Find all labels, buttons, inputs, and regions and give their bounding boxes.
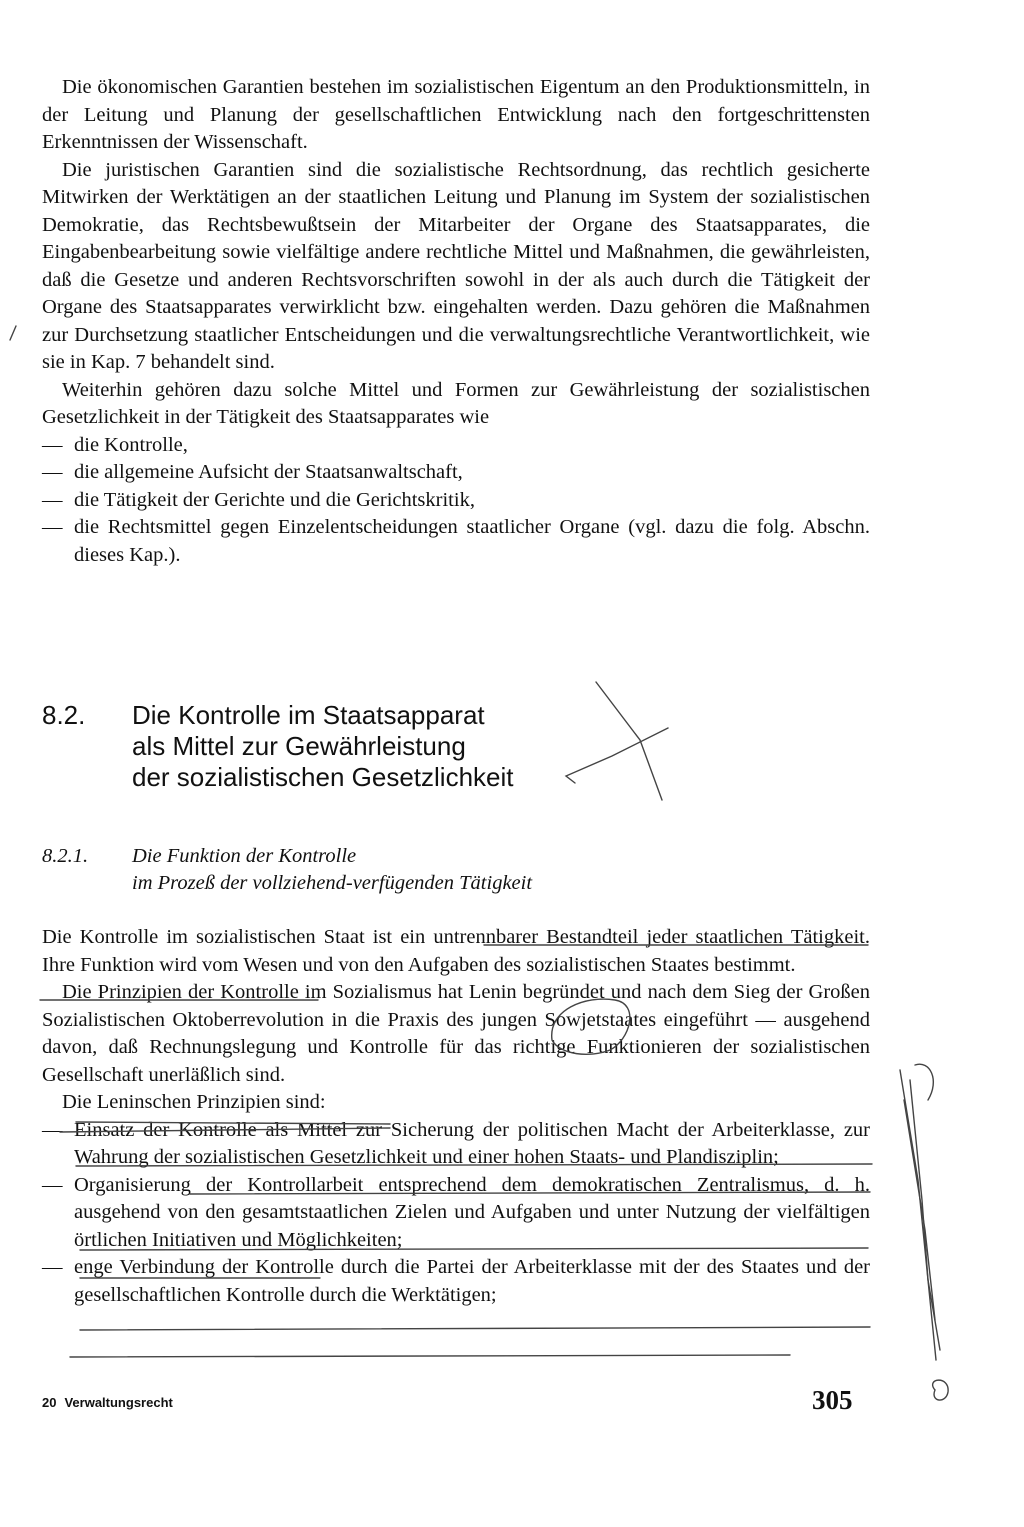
pencil-cross-mark (596, 682, 662, 800)
pencil-margin-scribble (915, 1064, 933, 1100)
list-dash: — (42, 1256, 63, 1278)
section-title-line: der sozialistischen Gesetzlichkeit (132, 762, 514, 792)
list-item (42, 1254, 870, 1309)
pencil-margin-scribble (910, 1080, 940, 1350)
subsection-title (132, 843, 732, 897)
list-item (42, 1172, 870, 1255)
list-item-text: die Kontrolle, (74, 433, 188, 456)
paragraph-principles-intro: Die Leninschen Prinzipien sind: (62, 1091, 326, 1113)
paragraph-legal-guarantees: Die juristischen Garantien sind die sozialistische Rechtsordnung, das rechtlich gesicherte Mitwirken der Werktätigen an der staatlichen Leitung und Planung im System der sozialistischen Demokratie, das Rechtsbewußtsein der Mitarbeiter der Organe des Staatsapparates, die Eingabenbearbeitung sowie vielfältige andere rechtliche Mittel und Maßnahmen, die gewährleisten, daß die Gesetze und anderen Rechtsvorschriften sowohl in der als auch durch die Tätigkeit der Organe des Staatsapparates verwirklicht bzw. eingehalten werden. Dazu gehören die Maßnahmen zur Durchsetzung staatlicher Entscheidungen und die verwaltungsrechtliche Verantwortlichkeit, wie sie in Kap. 7 behandelt sind. (42, 158, 870, 373)
means-list (42, 432, 870, 570)
list-dash: — (42, 488, 63, 511)
paragraph-lenin-principles: Die Prinzipien der Kontrolle im Sozialismus hat Lenin begründet und nach dem Sieg der Großen Sozialistischen Oktoberrevolution in die Praxis des jungen Sowjetstaates eingeführt — ausgehend davon, daß Rechnungslegung und Kontrolle für das richtige Funktionieren der sozialistischen Gesellschaft unerläßlich sind. (42, 981, 870, 1086)
list-item-text: die Tätigkeit der Gerichte und die Gerichtskritik, (74, 488, 475, 511)
list-item-text: enge Verbindung der Kontrolle durch die Partei der Arbeiterklasse mit der des Staates und der gesellschaftlichen Kontrolle durch die Werktätigen; (74, 1256, 870, 1306)
subsection-title-line: im Prozeß der vollziehend-verfügenden Tätigkeit (132, 872, 533, 894)
list-item-text: Organisierung der Kontrollarbeit entsprechend dem demokratischen Zentralismus, d. h. ausgehend von den gesamtstaatlichen Zielen und Aufgaben und unter Nutzung der vielfältigen örtlichen Initiativen und Möglichkeiten; (74, 1173, 870, 1251)
list-item-text: die allgemeine Aufsicht der Staatsanwaltschaft, (74, 461, 463, 483)
pencil-margin-scribble (933, 1380, 948, 1400)
pencil-underline (80, 1327, 870, 1330)
paragraph-control-definition: Die Kontrolle im sozialistischen Staat ist ein untrennbarer Bestandteil jeder staatlichen Tätigkeit. Ihre Funktion wird vom Wesen und von den Aufgaben des sozialistischen Staates bestimmt. (42, 926, 870, 976)
list-item-text: die Rechtsmittel gegen Einzelentscheidungen staatlicher Organe (vgl. dazu die folg. Abschn. dieses Kap.). (74, 516, 870, 566)
list-dash: — (42, 1118, 63, 1141)
list-item (42, 459, 870, 487)
section-1-body (42, 74, 870, 569)
list-dash: — (42, 433, 63, 456)
subsection-number: 8.2.1. (42, 845, 89, 867)
page-number: 305 (812, 1385, 853, 1415)
running-title: Verwaltungsrecht (64, 1395, 173, 1410)
list-dash: — (42, 516, 63, 538)
list-item (42, 1117, 870, 1172)
paragraph-further-means: Weiterhin gehören dazu solche Mittel und Formen zur Gewährleistung der sozialistischen Gesetzlichkeit in der Tätigkeit des Staatsapparates wie (42, 378, 870, 428)
section-title-line: Die Kontrolle im Staatsapparat (132, 700, 485, 730)
list-item (42, 514, 870, 569)
section-2-body (42, 924, 870, 1309)
sheet-number: 20 (42, 1395, 57, 1410)
list-dash: — (42, 1173, 63, 1196)
list-dash: — (42, 461, 63, 483)
section-number: 8.2. (42, 700, 86, 730)
pencil-margin-scribble (900, 1070, 936, 1360)
subsection-title-line: Die Funktion der Kontrolle (132, 845, 357, 867)
section-title-line: als Mittel zur Gewährleistung (132, 731, 466, 761)
list-item (42, 432, 870, 460)
pencil-margin-tick (10, 326, 16, 340)
section-title (132, 700, 602, 793)
pencil-margin-scribble (904, 1100, 935, 1320)
pencil-underline (70, 1355, 790, 1357)
list-item-text: Einsatz der Kontrolle als Mittel zur Sicherung der politischen Macht der Arbeiterklasse, zur Wahrung der sozialistischen Gesetzlichkeit und einer hohen Staats- und Plandisziplin; (74, 1118, 870, 1168)
paragraph-economic-guarantees: Die ökonomischen Garantien bestehen im sozialistischen Eigentum an den Produktionsmitteln, in der Leitung und Planung der gesellschaftlichen Entwicklung nach den fortgeschrittensten Erkenntnissen der Wissenschaft. (42, 76, 870, 153)
list-item (42, 487, 870, 515)
principles-list (42, 1117, 870, 1310)
page-footer (42, 1395, 181, 1410)
